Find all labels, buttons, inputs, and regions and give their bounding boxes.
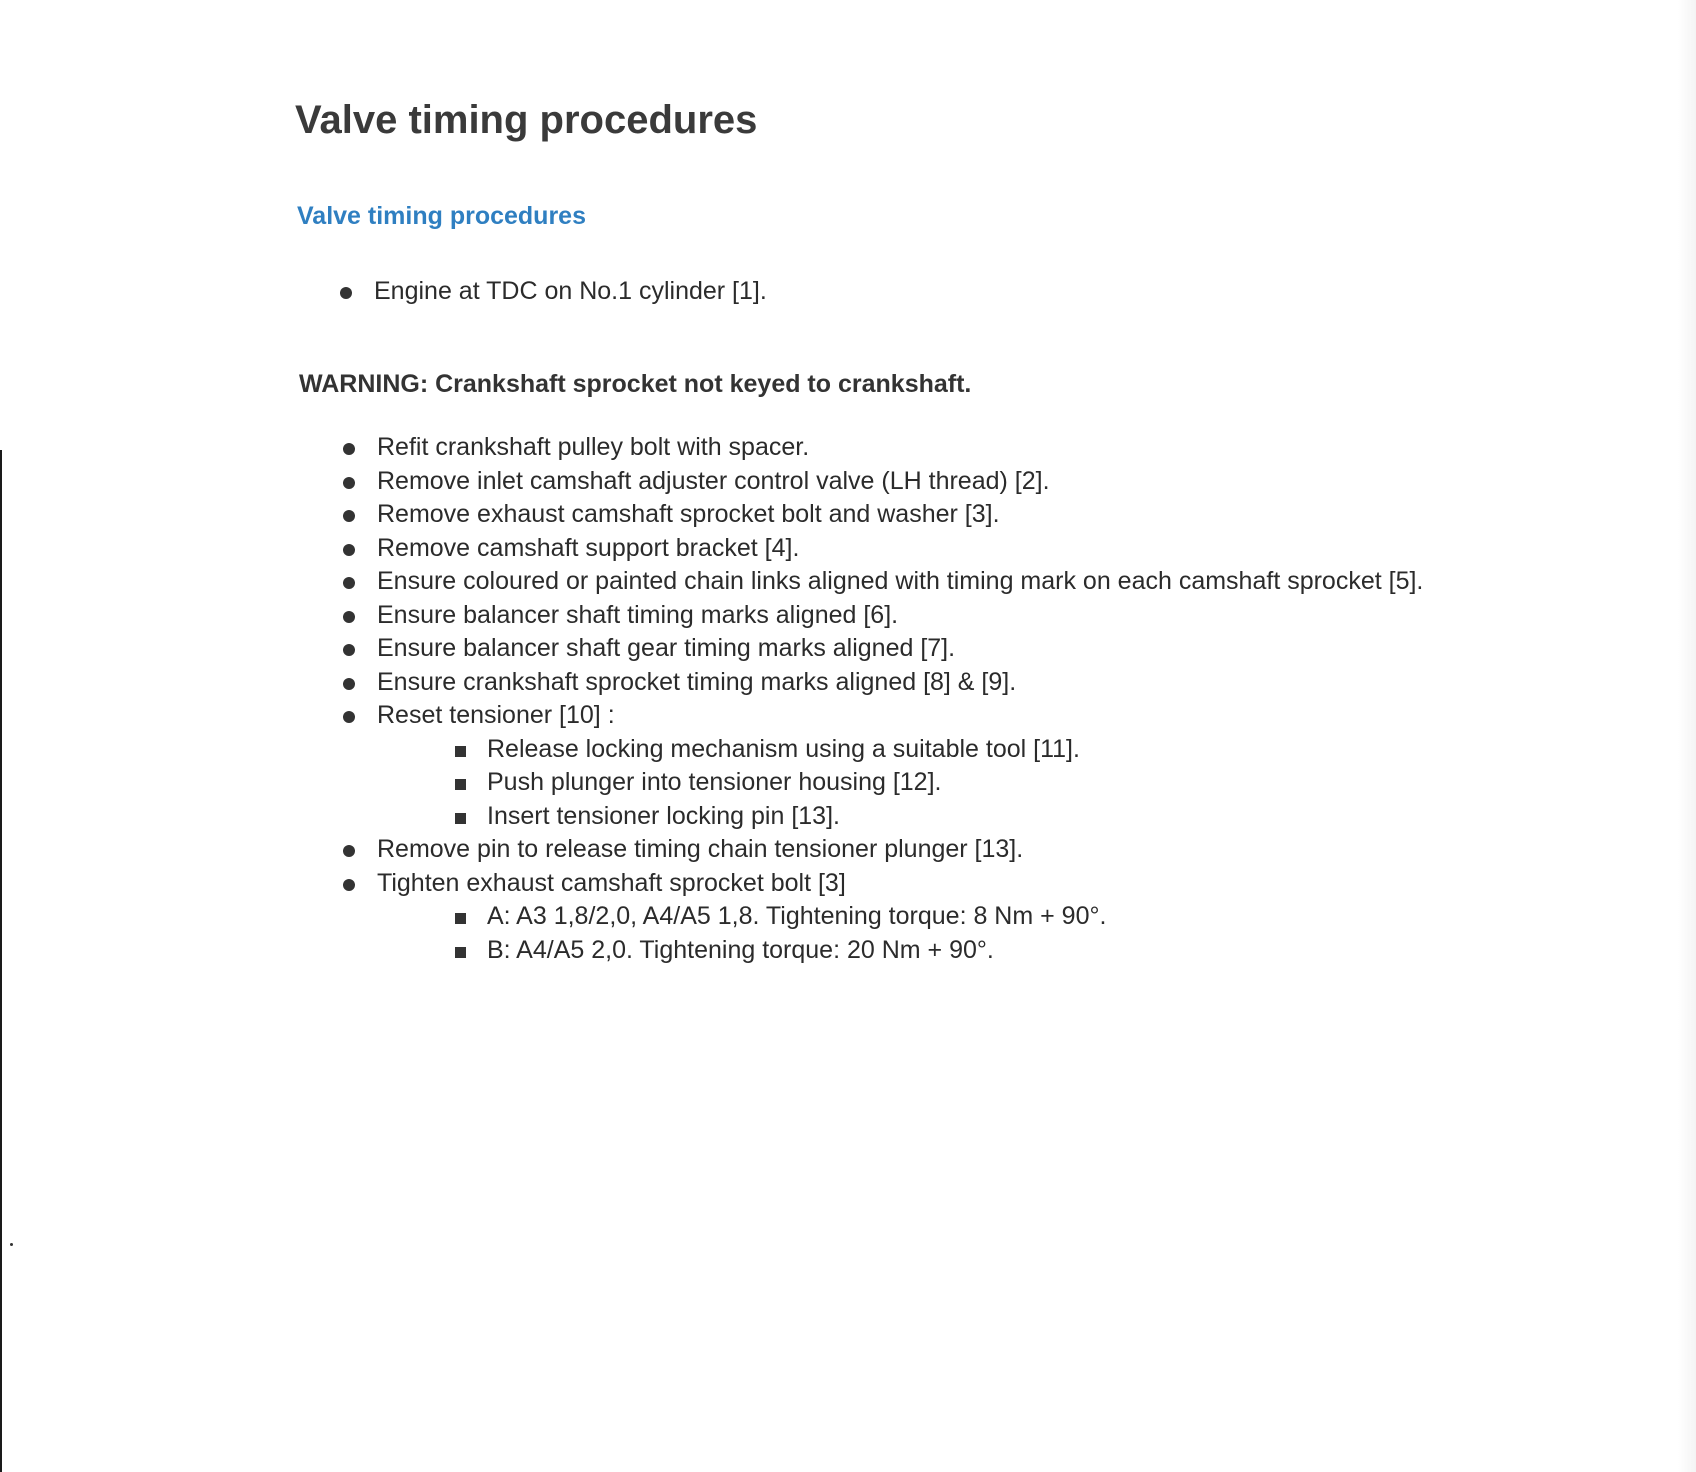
sub-list-item-text: A: A3 1,8/2,0, A4/A5 1,8. Tightening torque: 8 Nm + 90°. (487, 902, 1107, 930)
bullet-icon (343, 845, 355, 857)
sub-list-item (455, 733, 1423, 767)
warning-text: WARNING: Crankshaft sprocket not keyed to crankshaft. (299, 370, 972, 398)
list-item-text: Engine at TDC on No.1 cylinder [1]. (374, 277, 767, 305)
list-item (343, 867, 1423, 968)
square-bullet-icon (455, 746, 466, 757)
bullet-icon (343, 644, 355, 656)
bullet-icon (343, 510, 355, 522)
sub-list (377, 900, 1423, 967)
square-bullet-icon (455, 947, 466, 958)
list-item (343, 833, 1423, 867)
sub-list-item-text: Push plunger into tensioner housing [12]. (487, 768, 942, 796)
bullet-icon (343, 879, 355, 891)
list-item (343, 599, 1423, 633)
section-title: Valve timing procedures (297, 202, 586, 230)
list-item-text: Reset tensioner [10] : (377, 701, 615, 729)
list-item-text: Remove camshaft support bracket [4]. (377, 533, 800, 562)
intro-list (340, 275, 767, 309)
sub-list-item-text: Release locking mechanism using a suitable tool [11]. (487, 734, 1080, 763)
bullet-icon (343, 443, 355, 455)
list-item (340, 275, 767, 309)
list-item-text: Ensure coloured or painted chain links aligned with timing mark on each camshaft sprocket [5]. (377, 567, 1424, 595)
sub-list-item-text: Insert tensioner locking pin [13]. (487, 801, 840, 830)
sub-list-item (455, 934, 1423, 968)
sub-list-item (455, 800, 1423, 834)
sub-list-item-text: B: A4/A5 2,0. Tightening torque: 20 Nm + 90°. (487, 935, 994, 964)
bullet-icon (343, 477, 355, 489)
bullet-icon (343, 544, 355, 556)
list-item (343, 498, 1423, 532)
page-title: Valve timing procedures (295, 98, 758, 142)
document-page (295, 98, 1545, 964)
list-item-text: Ensure crankshaft sprocket timing marks aligned [8] & [9]. (377, 667, 1017, 696)
scan-edge-right (1678, 0, 1696, 1472)
list-item-text: Remove pin to release timing chain tensioner plunger [13]. (377, 835, 1024, 863)
list-item (343, 565, 1423, 599)
list-item-text: Ensure balancer shaft gear timing marks aligned [7]. (377, 634, 956, 662)
list-item (343, 465, 1423, 499)
square-bullet-icon (455, 813, 466, 824)
bullet-icon (343, 611, 355, 623)
bullet-icon (343, 678, 355, 690)
list-item-text: Refit crankshaft pulley bolt with spacer. (377, 433, 810, 461)
list-item-text: Remove inlet camshaft adjuster control valve (LH thread) [2]. (377, 466, 1050, 495)
sub-list-item (455, 900, 1423, 934)
bullet-icon (343, 711, 355, 723)
square-bullet-icon (455, 779, 466, 790)
steps-list (343, 431, 1423, 967)
list-item (343, 431, 1423, 465)
bullet-icon (343, 577, 355, 589)
list-item-text: Tighten exhaust camshaft sprocket bolt [3] (377, 868, 846, 897)
square-bullet-icon (455, 913, 466, 924)
list-item-text: Remove exhaust camshaft sprocket bolt and washer [3]. (377, 500, 1000, 528)
sub-list (377, 733, 1423, 834)
list-item (343, 532, 1423, 566)
scan-speck (10, 1243, 13, 1246)
list-item-text: Ensure balancer shaft timing marks aligned [6]. (377, 600, 899, 629)
list-item (343, 666, 1423, 700)
sub-list-item (455, 766, 1423, 800)
list-item (343, 699, 1423, 833)
scan-edge-left (0, 450, 2, 1472)
list-item (343, 632, 1423, 666)
bullet-icon (340, 287, 352, 299)
